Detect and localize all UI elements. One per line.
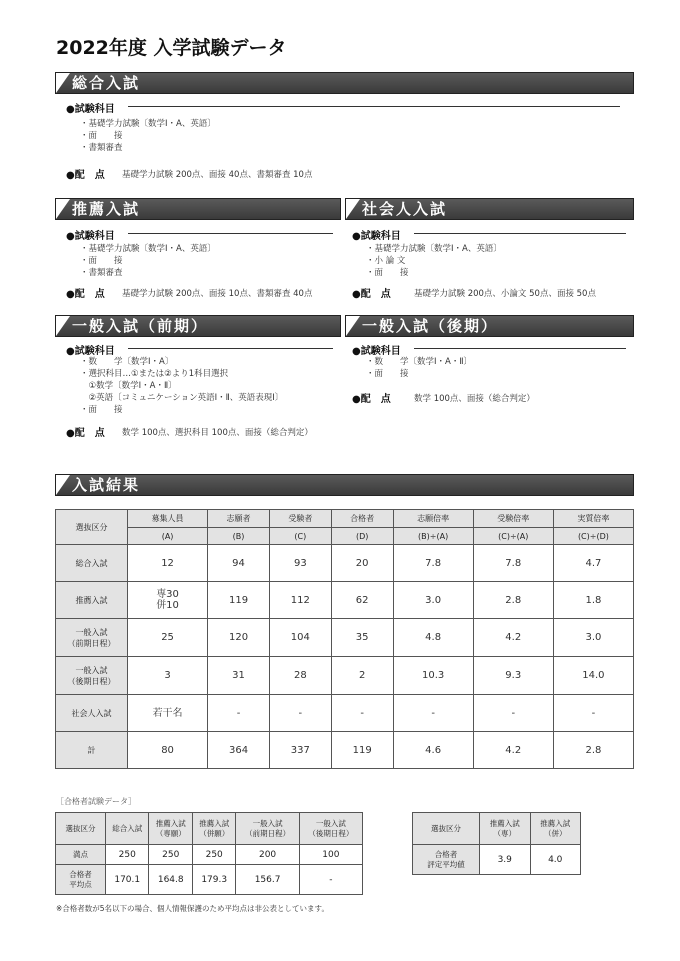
table-row bbox=[56, 732, 634, 769]
points-heading: ●配 点 bbox=[66, 170, 105, 181]
table-cell: - bbox=[473, 695, 553, 732]
passer-header-label: 選抜区分 bbox=[56, 813, 106, 845]
subject-item: ・面 接 bbox=[366, 268, 409, 278]
table-cell: 1.8 bbox=[553, 582, 633, 619]
table-row bbox=[56, 545, 634, 582]
results-table bbox=[55, 509, 634, 769]
subjects-heading: ●試験科目 bbox=[66, 231, 115, 242]
column-header: 推薦入試 （専） bbox=[480, 813, 531, 845]
subject-item: ・面 接 bbox=[80, 256, 123, 266]
table-cell: 31 bbox=[208, 657, 270, 695]
section-band-ippan-zenki: 一般入試（前期） bbox=[55, 315, 341, 337]
subjects-heading: ●試験科目 bbox=[352, 231, 401, 242]
column-header: 推薦入試 （専願） bbox=[149, 813, 192, 845]
table-cell: 156.7 bbox=[236, 865, 299, 895]
points-text: 数学 100点、面接（総合判定） bbox=[414, 394, 535, 404]
table-cell: 14.0 bbox=[553, 657, 633, 695]
column-subheader: (C)÷(A) bbox=[473, 528, 553, 545]
results-header-label: 選抜区分 bbox=[56, 510, 128, 545]
column-subheader: (C)÷(D) bbox=[553, 528, 633, 545]
subject-item: ②英語〔コミュニケーション英語Ⅰ・Ⅱ、英語表現Ⅰ〕 bbox=[80, 393, 284, 403]
table-cell: 3.0 bbox=[553, 619, 633, 657]
subjects-heading: ●試験科目 bbox=[66, 346, 115, 357]
column-header: 一般入試 （前期日程） bbox=[236, 813, 299, 845]
table-cell: 2.8 bbox=[473, 582, 553, 619]
table-cell: - bbox=[299, 865, 362, 895]
row-label: 一般入試 （前期日程） bbox=[56, 619, 128, 657]
table-cell: 100 bbox=[299, 845, 362, 865]
column-header: 募集人員 bbox=[128, 510, 208, 528]
column-header: 志願者 bbox=[208, 510, 270, 528]
section-band-suisen: 推薦入試 bbox=[55, 198, 341, 220]
table-cell: 250 bbox=[106, 845, 149, 865]
subject-item: ・基礎学力試験〔数学Ⅰ・A、英語〕 bbox=[80, 119, 216, 129]
row-label: 社会人入試 bbox=[56, 695, 128, 732]
page-title: 2022年度 入学試験データ bbox=[56, 37, 287, 59]
subject-item: ・基礎学力試験〔数学Ⅰ・A、英語〕 bbox=[366, 244, 502, 254]
table-cell: 104 bbox=[269, 619, 331, 657]
section-band-results: 入試結果 bbox=[55, 474, 634, 496]
table-cell: 179.3 bbox=[192, 865, 235, 895]
table-cell: 93 bbox=[269, 545, 331, 582]
table-cell: 4.0 bbox=[530, 845, 581, 875]
table-cell: 364 bbox=[208, 732, 270, 769]
table-cell: 4.8 bbox=[393, 619, 473, 657]
table-cell: - bbox=[269, 695, 331, 732]
table-cell: 7.8 bbox=[473, 545, 553, 582]
points-text: 数学 100点、選択科目 100点、面接（総合判定） bbox=[122, 428, 313, 438]
subject-item: ・面 接 bbox=[80, 405, 123, 415]
table-cell: 4.6 bbox=[393, 732, 473, 769]
column-header: 実質倍率 bbox=[553, 510, 633, 528]
hyotei-table bbox=[412, 812, 581, 875]
table-cell: 119 bbox=[208, 582, 270, 619]
points-heading: ●配 点 bbox=[352, 289, 391, 300]
points-text: 基礎学力試験 200点、小論文 50点、面接 50点 bbox=[414, 289, 596, 299]
table-cell: 35 bbox=[331, 619, 393, 657]
points-heading: ●配 点 bbox=[66, 428, 105, 439]
row-label: 満点 bbox=[56, 845, 106, 865]
table-cell: 25 bbox=[128, 619, 208, 657]
table-cell: 4.2 bbox=[473, 732, 553, 769]
table-cell: - bbox=[553, 695, 633, 732]
table-row bbox=[56, 619, 634, 657]
hyotei-header-label: 選抜区分 bbox=[413, 813, 480, 845]
table-cell: 200 bbox=[236, 845, 299, 865]
divider bbox=[128, 233, 333, 234]
table-cell: 337 bbox=[269, 732, 331, 769]
row-label: 計 bbox=[56, 732, 128, 769]
table-cell: 9.3 bbox=[473, 657, 553, 695]
table-cell: 20 bbox=[331, 545, 393, 582]
row-label: 総合入試 bbox=[56, 545, 128, 582]
table-cell: 120 bbox=[208, 619, 270, 657]
subject-item: ①数学〔数学Ⅰ・A・Ⅱ〕 bbox=[80, 381, 177, 391]
column-subheader: (C) bbox=[269, 528, 331, 545]
column-header: 受験者 bbox=[269, 510, 331, 528]
subjects-heading: ●試験科目 bbox=[66, 104, 115, 115]
subject-item: ・書類審査 bbox=[80, 268, 123, 278]
table-row bbox=[56, 582, 634, 619]
column-subheader: (B)÷(A) bbox=[393, 528, 473, 545]
table-cell: 10.3 bbox=[393, 657, 473, 695]
table-cell: 250 bbox=[149, 845, 192, 865]
column-subheader: (B) bbox=[208, 528, 270, 545]
table-row bbox=[56, 657, 634, 695]
table-cell: 170.1 bbox=[106, 865, 149, 895]
subject-item: ・数 学〔数学Ⅰ・A〕 bbox=[80, 357, 174, 367]
column-header: 受験倍率 bbox=[473, 510, 553, 528]
table-cell: 2.8 bbox=[553, 732, 633, 769]
subject-item: ・書類審査 bbox=[80, 143, 123, 153]
table-cell: 4.7 bbox=[553, 545, 633, 582]
section-band-sogo: 総合入試 bbox=[55, 72, 634, 94]
table-cell: 62 bbox=[331, 582, 393, 619]
subject-item: ・面 接 bbox=[366, 369, 409, 379]
table-cell: - bbox=[331, 695, 393, 732]
points-text: 基礎学力試験 200点、面接 10点、書類審査 40点 bbox=[122, 289, 313, 299]
row-label: 一般入試 （後期日程） bbox=[56, 657, 128, 695]
table-cell: - bbox=[393, 695, 473, 732]
table-cell: 専30 併10 bbox=[128, 582, 208, 619]
table-row bbox=[56, 695, 634, 732]
section-band-shakaijin: 社会人入試 bbox=[345, 198, 634, 220]
column-header: 志願倍率 bbox=[393, 510, 473, 528]
footnote: ※合格者数が5名以下の場合、個人情報保護のため平均点は非公表としています。 bbox=[56, 904, 329, 913]
table-cell: 3.9 bbox=[480, 845, 531, 875]
table-cell: 4.2 bbox=[473, 619, 553, 657]
table-cell: - bbox=[208, 695, 270, 732]
table-cell: 80 bbox=[128, 732, 208, 769]
table-cell: 94 bbox=[208, 545, 270, 582]
points-heading: ●配 点 bbox=[352, 394, 391, 405]
table-cell: 12 bbox=[128, 545, 208, 582]
divider bbox=[128, 106, 620, 107]
row-label: 推薦入試 bbox=[56, 582, 128, 619]
subject-item: ・数 学〔数学Ⅰ・A・Ⅱ〕 bbox=[366, 357, 473, 367]
points-heading: ●配 点 bbox=[66, 289, 105, 300]
section-band-ippan-kouki: 一般入試（後期） bbox=[345, 315, 634, 337]
column-header: 一般入試 （後期日程） bbox=[299, 813, 362, 845]
column-header: 推薦入試 （併願） bbox=[192, 813, 235, 845]
subject-item: ・小 論 文 bbox=[366, 256, 406, 266]
column-header: 推薦入試 （併） bbox=[530, 813, 581, 845]
column-header: 合格者 bbox=[331, 510, 393, 528]
table-cell: 164.8 bbox=[149, 865, 192, 895]
passer-data-table bbox=[55, 812, 363, 895]
row-label: 合格者 平均点 bbox=[56, 865, 106, 895]
column-subheader: (D) bbox=[331, 528, 393, 545]
table-cell: 3 bbox=[128, 657, 208, 695]
table-cell: 112 bbox=[269, 582, 331, 619]
table-cell: 119 bbox=[331, 732, 393, 769]
column-subheader: (A) bbox=[128, 528, 208, 545]
table-cell: 7.8 bbox=[393, 545, 473, 582]
divider bbox=[128, 348, 333, 349]
table-row bbox=[56, 845, 363, 865]
table-cell: 28 bbox=[269, 657, 331, 695]
subjects-heading: ●試験科目 bbox=[352, 346, 401, 357]
table-row bbox=[56, 865, 363, 895]
table-cell: 2 bbox=[331, 657, 393, 695]
divider bbox=[414, 348, 626, 349]
points-text: 基礎学力試験 200点、面接 40点、書類審査 10点 bbox=[122, 170, 313, 180]
subject-item: ・面 接 bbox=[80, 131, 123, 141]
table-cell: 若干名 bbox=[128, 695, 208, 732]
table-cell: 3.0 bbox=[393, 582, 473, 619]
subject-item: ・基礎学力試験〔数学Ⅰ・A、英語〕 bbox=[80, 244, 216, 254]
column-header: 総合入試 bbox=[106, 813, 149, 845]
table-cell: 250 bbox=[192, 845, 235, 865]
hyotei-row-label: 合格者 評定平均値 bbox=[413, 845, 480, 875]
passer-data-caption: ［合格者試験データ］ bbox=[56, 797, 136, 806]
divider bbox=[414, 233, 626, 234]
subject-item: ・選択科目…①または②より1科目選択 bbox=[80, 369, 229, 379]
